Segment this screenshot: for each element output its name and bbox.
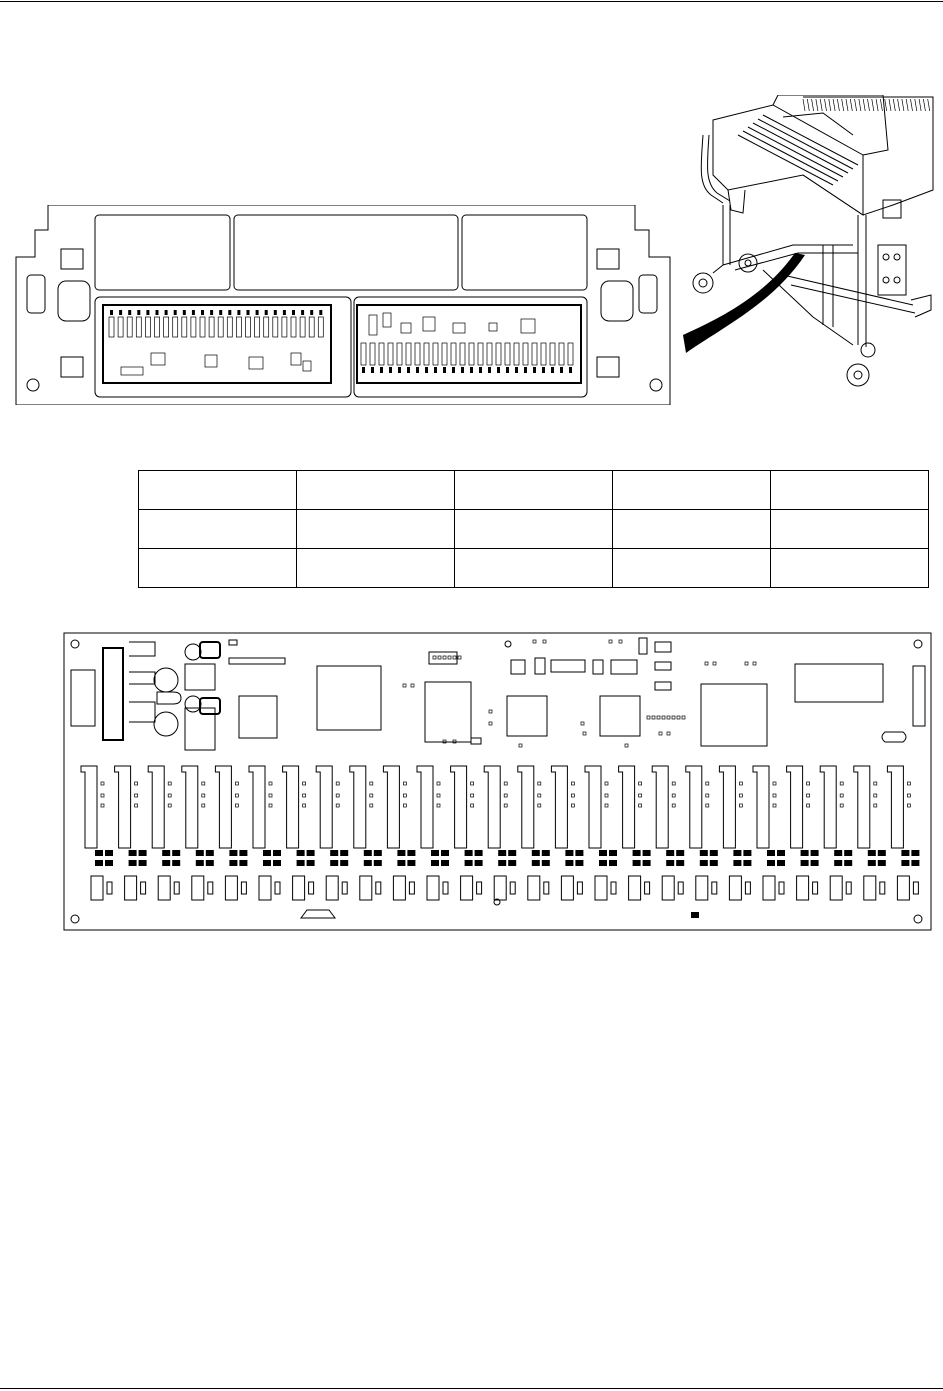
card-connector <box>505 343 510 365</box>
card-connector <box>145 317 150 337</box>
card-connector <box>433 343 438 365</box>
top-rule <box>0 1 943 2</box>
connector-slot <box>350 766 382 900</box>
card-connector <box>291 317 296 337</box>
connector-slot <box>854 766 886 900</box>
card-connector <box>460 343 465 365</box>
specification-table <box>138 470 929 588</box>
table-row <box>139 510 929 549</box>
connector-slot <box>417 766 449 900</box>
connector-slot <box>215 766 247 900</box>
card-connector <box>496 343 501 365</box>
connector-slot <box>316 766 348 900</box>
card-connector <box>451 343 456 365</box>
card-connector <box>424 343 429 365</box>
card-connector <box>246 317 251 337</box>
card-connector <box>209 317 214 337</box>
table-row <box>139 549 929 588</box>
card-connector <box>415 343 420 365</box>
card-connector <box>300 317 305 337</box>
table-cell <box>455 549 613 588</box>
cart-perspective-view <box>683 95 943 395</box>
card-connector <box>397 343 402 365</box>
card-connector <box>218 317 223 337</box>
table-cell <box>455 510 613 549</box>
table-cell <box>139 510 297 549</box>
table-row <box>139 471 929 510</box>
connector-slot <box>383 766 415 900</box>
card-connector <box>388 343 393 365</box>
connector-slot <box>652 766 684 900</box>
table-cell <box>771 549 929 588</box>
connector-slot <box>719 766 751 900</box>
connector-slot <box>585 766 617 900</box>
table-cell <box>771 510 929 549</box>
table-cell <box>613 510 771 549</box>
card-connector <box>370 343 375 365</box>
card-connector <box>523 343 528 365</box>
card-connector <box>541 343 546 365</box>
card-connector <box>309 317 314 337</box>
card-connector <box>442 343 447 365</box>
card-connector <box>379 343 384 365</box>
table-cell <box>455 471 613 510</box>
card-connector <box>236 317 241 337</box>
card-connector <box>173 317 178 337</box>
card-connector <box>361 343 366 365</box>
connector-slot <box>283 766 315 900</box>
connector-slot <box>81 766 113 900</box>
bottom-rule <box>0 1388 943 1389</box>
table-cell <box>613 549 771 588</box>
card-connector <box>478 343 483 365</box>
card-connector <box>273 317 278 337</box>
table-cell <box>139 471 297 510</box>
card-connector <box>155 317 160 337</box>
card-connector <box>532 343 537 365</box>
shelf-front-view <box>13 205 673 405</box>
card-connector <box>487 343 492 365</box>
connector-slot <box>518 766 550 900</box>
table-cell <box>297 549 455 588</box>
table-cell <box>613 471 771 510</box>
table-cell <box>139 549 297 588</box>
card-connector <box>568 343 573 365</box>
card-connector <box>469 343 474 365</box>
connector-slot <box>115 766 147 900</box>
card-connector <box>127 317 132 337</box>
connector-slot <box>887 766 919 900</box>
card-connector <box>559 343 564 365</box>
connector-slot <box>753 766 785 900</box>
card-connector <box>182 317 187 337</box>
card-connector <box>406 343 411 365</box>
card-connector <box>136 317 141 337</box>
connector-slot <box>249 766 281 900</box>
table-cell <box>297 510 455 549</box>
circuit-board-view <box>63 632 943 932</box>
card-connector <box>164 317 169 337</box>
card-connector <box>118 317 123 337</box>
connector-slot <box>619 766 651 900</box>
card-connector <box>255 317 260 337</box>
card-connector <box>191 317 196 337</box>
card-connector <box>227 317 232 337</box>
card-connector <box>514 343 519 365</box>
connector-slot <box>484 766 516 900</box>
connector-slot <box>787 766 819 900</box>
connector-slot <box>551 766 583 900</box>
connector-slot <box>686 766 718 900</box>
card-connector <box>109 317 114 337</box>
connector-slot <box>451 766 483 900</box>
card-connector <box>200 317 205 337</box>
table-cell <box>297 471 455 510</box>
table-cell <box>771 471 929 510</box>
connector-slot <box>182 766 214 900</box>
connector-slot <box>820 766 852 900</box>
card-connector <box>318 317 323 337</box>
connector-slot <box>148 766 180 900</box>
card-connector <box>264 317 269 337</box>
card-connector <box>282 317 287 337</box>
card-connector <box>550 343 555 365</box>
